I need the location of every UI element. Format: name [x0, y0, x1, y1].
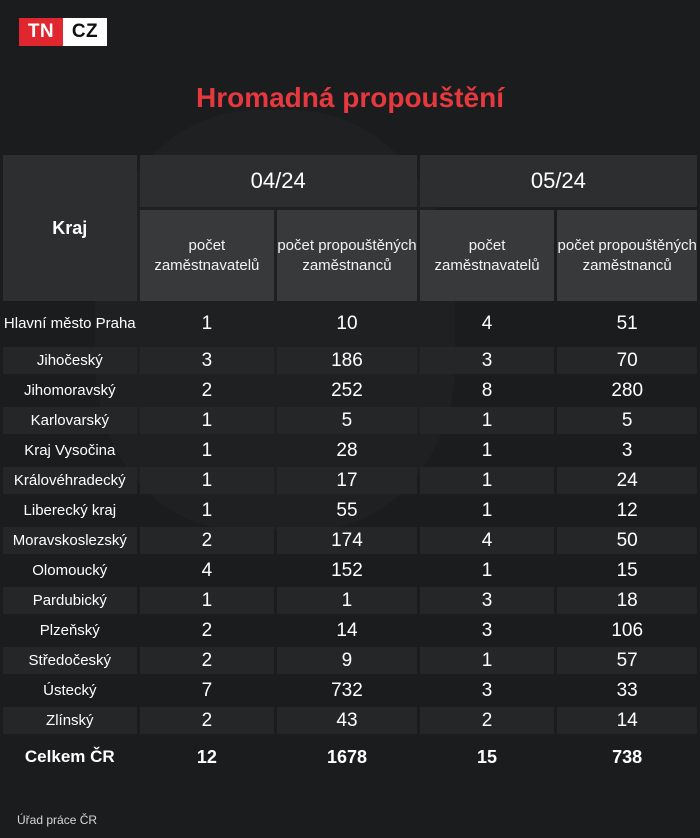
table-row: [3, 707, 697, 734]
cell-value: 3: [621, 439, 633, 461]
cell-value: 5: [277, 407, 417, 434]
header-employees-0424: počet propouštěných zaměstnanců: [277, 210, 417, 301]
cell-value: 4: [420, 527, 555, 554]
row-label: Ústecký: [43, 681, 97, 699]
row-label: Středočeský: [3, 647, 137, 674]
cell-value: 50: [557, 527, 697, 554]
cell-value: 33: [616, 679, 638, 701]
logo-cz: CZ: [63, 18, 107, 46]
row-label: Jihomoravský: [23, 381, 116, 399]
tn-cz-logo[interactable]: [19, 18, 107, 46]
table-row: [3, 407, 697, 434]
cell-value: 1: [201, 439, 213, 461]
cell-value: 3: [140, 347, 275, 374]
cell-value: 4: [201, 559, 213, 581]
cell-value: 43: [277, 707, 417, 734]
cell-value: 1: [481, 439, 493, 461]
cell-value: 1: [201, 499, 213, 521]
cell-value: 14: [336, 619, 358, 641]
cell-value: 186: [277, 347, 417, 374]
cell-value: 24: [557, 467, 697, 494]
cell-value: 70: [557, 347, 697, 374]
table-row: [3, 647, 697, 674]
table-row: [3, 617, 697, 644]
cell-value: 3: [481, 619, 493, 641]
cell-value: 2: [201, 619, 213, 641]
header-period-0424: 04/24: [140, 155, 417, 207]
cell-value: 1: [201, 313, 213, 334]
cell-value: 55: [336, 499, 358, 521]
row-label: Olomoucký: [32, 561, 108, 579]
cell-value: 12: [616, 499, 638, 521]
cell-value: 3: [420, 347, 555, 374]
cell-value: 5: [557, 407, 697, 434]
cell-value: 106: [611, 619, 644, 641]
total-row: [3, 737, 697, 777]
table-row: [3, 437, 697, 464]
cell-value: 174: [277, 527, 417, 554]
table-row: [3, 304, 697, 344]
cell-value: 2: [140, 707, 275, 734]
cell-value: 28: [336, 439, 358, 461]
cell-value: 2: [140, 527, 275, 554]
row-label: Moravskoslezský: [3, 527, 137, 554]
cell-value: 7: [201, 679, 213, 701]
table-row: [3, 587, 697, 614]
cell-value: 2: [140, 647, 275, 674]
cell-value: 8: [481, 379, 493, 401]
header-employers-0424: počet zaměstnavatelů: [140, 210, 275, 301]
cell-value: 3: [420, 587, 555, 614]
total-value: 12: [196, 746, 217, 767]
cell-value: 57: [557, 647, 697, 674]
cell-value: 152: [331, 559, 363, 581]
cell-value: 9: [277, 647, 417, 674]
cell-value: 2: [201, 379, 213, 401]
row-label: Pardubický: [3, 587, 137, 614]
table-row: [3, 527, 697, 554]
row-label: Karlovarský: [3, 407, 137, 434]
cell-value: 1: [420, 407, 555, 434]
cell-value: 18: [557, 587, 697, 614]
header-employers-0524: počet zaměstnavatelů: [420, 210, 555, 301]
row-label: Plzeňský: [39, 621, 100, 639]
cell-value: 732: [331, 679, 363, 701]
cell-value: 1: [481, 559, 493, 581]
table-row: [3, 677, 697, 704]
total-value: 1678: [326, 746, 367, 767]
cell-value: 1: [420, 647, 555, 674]
cell-value: 10: [336, 313, 358, 334]
table-body: [3, 304, 697, 734]
cell-value: 14: [557, 707, 697, 734]
row-label: Zlínský: [3, 707, 137, 734]
cell-value: 1: [481, 499, 493, 521]
cell-value: 51: [616, 313, 638, 334]
row-label: Liberecký kraj: [23, 501, 117, 519]
cell-value: 1: [420, 467, 555, 494]
row-label: Královéhradecký: [3, 467, 137, 494]
header-employees-0524: počet propouštěných zaměstnanců: [557, 210, 697, 301]
total-label: Celkem ČR: [24, 747, 115, 766]
header-period-0524: 05/24: [420, 155, 697, 207]
cell-value: 17: [277, 467, 417, 494]
cell-value: 1: [140, 467, 275, 494]
table-row: [3, 377, 697, 404]
cell-value: 1: [140, 587, 275, 614]
table-row: [3, 467, 697, 494]
table-row: [3, 497, 697, 524]
chart-title: Hromadná propouštění: [195, 82, 504, 113]
cell-value: 252: [331, 379, 363, 401]
cell-value: 4: [481, 313, 493, 334]
source-note: Úřad práce ČR: [17, 813, 98, 827]
data-table: [0, 152, 700, 780]
cell-value: 1: [140, 407, 275, 434]
table-row: [3, 557, 697, 584]
cell-value: 15: [616, 559, 638, 581]
row-label: Hlavní město Praha: [3, 315, 136, 332]
cell-value: 280: [611, 379, 644, 401]
cell-value: 1: [277, 587, 417, 614]
row-label: Kraj Vysočina: [24, 441, 116, 459]
row-label: Jihočeský: [3, 347, 137, 374]
total-value: 15: [477, 746, 498, 767]
header-kraj: Kraj: [3, 155, 137, 301]
total-value: 738: [612, 746, 643, 767]
logo-tn: TN: [19, 18, 63, 46]
cell-value: 2: [420, 707, 555, 734]
table-row: [3, 347, 697, 374]
cell-value: 3: [481, 679, 493, 701]
